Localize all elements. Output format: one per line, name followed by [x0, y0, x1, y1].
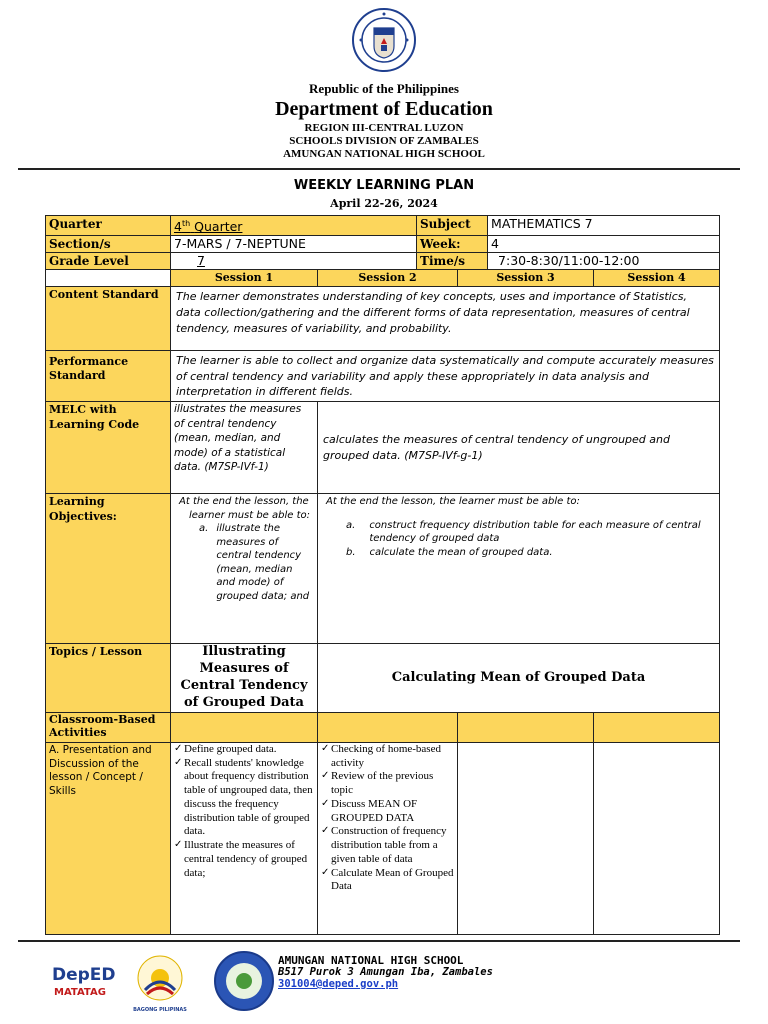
activity-a-s1-item: ✓ Illustrate the measures of central tendency of grouped data; [174, 839, 314, 880]
classroom-activities-s2 [318, 712, 458, 742]
topic-session-2: Calculating Mean of Grouped Data [318, 644, 720, 713]
activity-a-row [46, 742, 720, 934]
header-division: SCHOOLS DIVISION OF ZAMBALES [289, 135, 479, 147]
activity-a-session-1 [171, 742, 318, 934]
objectives-s1-marker-a: a. [199, 523, 209, 535]
objectives-s1-intro: At the end the lesson, the learner must be able to: [179, 496, 311, 521]
bagong-pilipinas-logo [133, 956, 187, 1013]
content-standard-row [46, 287, 720, 351]
plan-title: WEEKLY LEARNING PLAN [293, 178, 475, 193]
session-1-header: Session 1 [171, 270, 318, 287]
performance-standard-row [46, 351, 720, 402]
quarter-label: Quarter [46, 216, 171, 236]
content-standard-text: The learner demonstrates understanding of key concepts, uses and importance of Statistics, data collection/gathering and the different forms of data representation, measures of central tendency, measures of variability, and probability. [171, 287, 720, 351]
objectives-session-2 [318, 494, 720, 644]
grade-label: Grade Level [46, 253, 171, 270]
bagong-pilipinas-text: BAGONG PILIPINAS [133, 1007, 187, 1013]
week-label: Week: [417, 236, 488, 253]
deped-matatag-logo [52, 965, 116, 998]
objectives-s2-item-b: b. calculate the mean of grouped data. [346, 546, 553, 558]
melc-session-2: calculates the measures of central tendency of ungrouped and grouped data. (M7SP-IVf-g-1) [318, 402, 720, 494]
activity-a-s1-item: ✓ Define grouped data. [174, 743, 314, 757]
info-row-quarter [46, 216, 720, 236]
activity-a-s2-item: ✓ Calculate Mean of Grouped Data [321, 867, 454, 895]
activity-a-s2-item: ✓ Checking of home-based activity [321, 743, 454, 771]
quarter-value: 4th Quarter [171, 216, 417, 236]
session-header-row [46, 270, 720, 287]
performance-standard-label: Performance Standard [46, 351, 171, 402]
activity-a-s2-item: ✓ Construction of frequency distribution table from a given table of data [321, 825, 454, 866]
footer-address: B517 Purok 3 Amungan Iba, Zambales [278, 966, 493, 978]
session-2-header: Session 2 [318, 270, 458, 287]
objectives-s2-item-a: a. construct frequency distribution table for each measure of central tendency of grouped data [346, 519, 701, 545]
info-row-grade [46, 253, 720, 270]
learning-objectives-row [46, 494, 720, 644]
activity-a-s2-item: ✓ Review of the previous topic [321, 770, 454, 798]
classroom-activities-label: Classroom-Based Activities [46, 712, 171, 742]
activity-a-session-2 [318, 742, 458, 934]
info-row-section [46, 236, 720, 253]
objectives-s1-item-a [175, 522, 313, 603]
footer-logos [48, 950, 280, 1020]
section-value: 7-MARS / 7-NEPTUNE [171, 236, 417, 253]
matatag-logo-text: MATATAG [54, 987, 106, 998]
subject-value: MATHEMATICS 7 [488, 216, 720, 236]
performance-standard-text: The learner is able to collect and organize data systematically and compute accurately measures of central tendency and variability and apply these appropriately in data analysis and interpretation in different fields. [171, 351, 720, 402]
deped-seal-logo [352, 8, 416, 72]
footer-school-name: AMUNGAN NATIONAL HIGH SCHOOL [278, 954, 464, 967]
learning-objectives-label: Learning Objectives: [46, 494, 171, 644]
footer-divider [18, 940, 740, 942]
subject-label: Subject [417, 216, 488, 236]
objectives-s1-text-a: illustrate the measures of central tendency (mean, median and mode) of grouped data; and [216, 523, 310, 602]
plan-date: April 22-26, 2024 [330, 197, 438, 210]
header-department: Department of Education [275, 98, 493, 120]
grade-value: 7 [171, 253, 417, 270]
topic-session-1: Illustrating Measures of Central Tendency of Grouped Data [171, 644, 318, 713]
session-4-header: Session 4 [594, 270, 720, 287]
objectives-s2-list [346, 519, 711, 560]
activity-a-s2-list [321, 743, 454, 894]
activity-a-s1-item: ✓ Recall students' knowledge about frequency distribution table of ungrouped data, then discuss the frequency distribution table of grouped data. [174, 757, 314, 840]
time-label: Time/s [417, 253, 488, 270]
objectives-session-1 [171, 494, 318, 644]
classroom-activities-s4 [594, 712, 720, 742]
melc-session-1: illustrates the measures of central tendency (mean, median, and mode) of a statistical data. (M7SP-IVf-1) [171, 402, 318, 494]
school-seal-logo [215, 952, 273, 1010]
header-school: AMUNGAN NATIONAL HIGH SCHOOL [283, 148, 485, 160]
classroom-activities-s1 [171, 712, 318, 742]
weekly-learning-plan-table [45, 215, 720, 935]
section-label: Section/s [46, 236, 171, 253]
activity-a-s2-item: ✓ Discuss MEAN OF GROUPED DATA [321, 798, 454, 826]
session-3-header: Session 3 [458, 270, 594, 287]
content-standard-label: Content Standard [46, 287, 171, 351]
activity-a-session-4 [594, 742, 720, 934]
header-republic: Republic of the Philippines [309, 81, 459, 96]
header-region: REGION III-CENTRAL LUZON [304, 122, 464, 134]
activity-a-session-3 [458, 742, 594, 934]
footer-email-link[interactable]: 301004@deped.gov.ph [278, 978, 399, 990]
activity-a-label: A. Presentation and Discussion of the lesson / Concept / Skills [46, 742, 171, 934]
header-divider [18, 168, 740, 170]
objectives-s2-intro: At the end the lesson, the learner must be able to: [326, 496, 580, 508]
session-header-blank [46, 270, 171, 287]
topics-row [46, 644, 720, 713]
week-value: 4 [488, 236, 720, 253]
deped-logo-text: DepED [52, 965, 116, 985]
activity-a-s1-list [174, 743, 314, 881]
melc-label: MELC with Learning Code [46, 402, 171, 494]
topics-label: Topics / Lesson [46, 644, 171, 713]
classroom-activities-row [46, 712, 720, 742]
time-value: 7:30-8:30/11:00-12:00 [488, 253, 720, 270]
melc-row [46, 402, 720, 494]
classroom-activities-s3 [458, 712, 594, 742]
